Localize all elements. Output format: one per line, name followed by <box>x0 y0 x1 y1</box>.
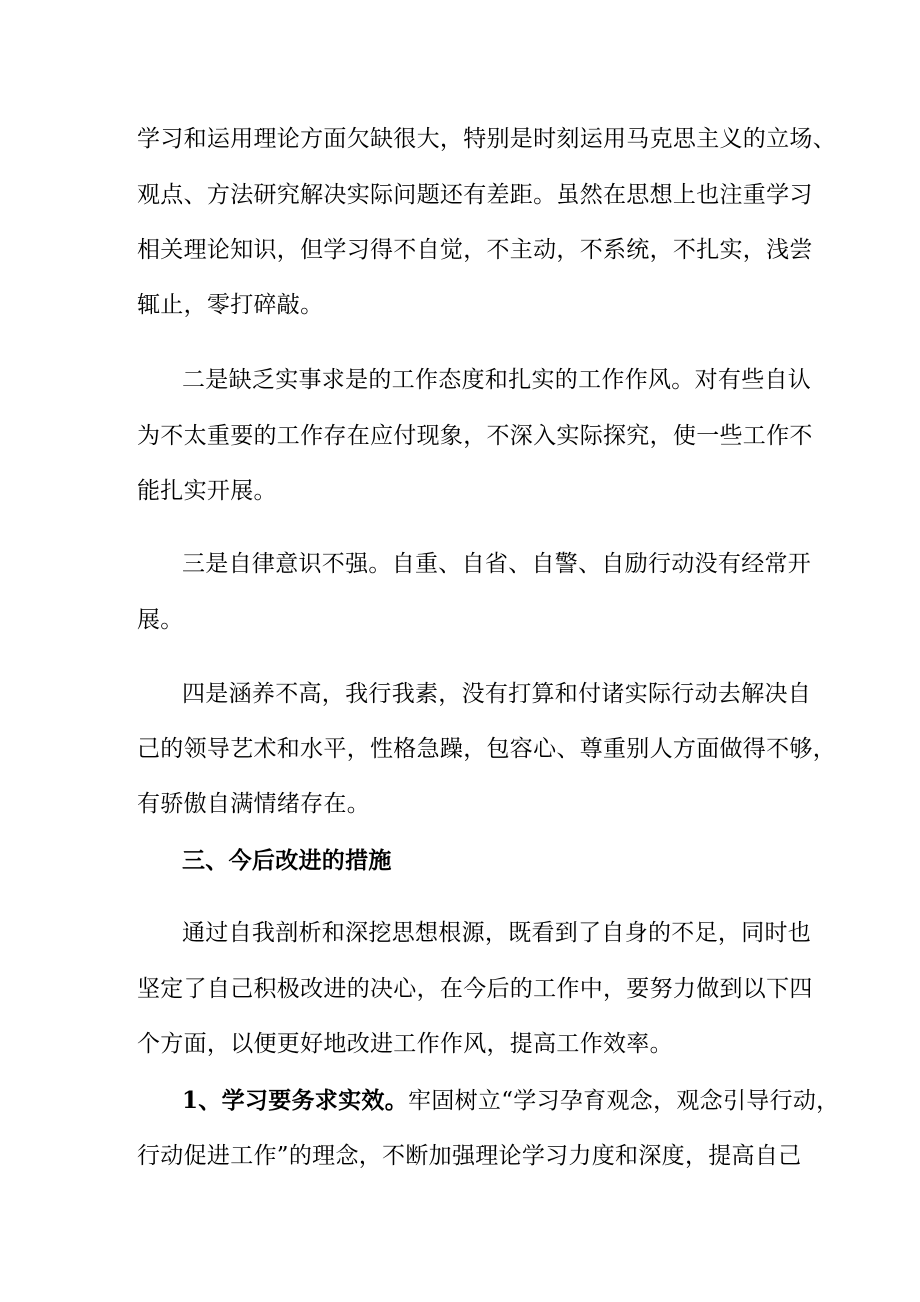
text-line: 辄止，零打碎敲。 <box>137 292 324 318</box>
text-line: 己的领导艺术和水平，性格急躁，包容心、尊重别人方面做得不够， <box>137 736 836 762</box>
text-line: 通过自我剖析和深挖思想根源，既看到了自身的不足，同时也 <box>182 920 812 946</box>
text-line: 个方面，以便更好地改进工作作风，提高工作效率。 <box>137 1031 673 1057</box>
text-line: 二是缺乏实事求是的工作态度和扎实的工作作风。对有些自认 <box>182 367 812 393</box>
text-line: 行动促进工作”的理念，不断加强理论学习力度和深度，提高自己 <box>137 1143 802 1169</box>
text-line: 能扎实开展。 <box>137 478 277 504</box>
section-heading: 三、今后改进的措施 <box>182 847 392 874</box>
item-lead-bold: 1、学习要务求实效。 <box>182 1087 409 1114</box>
text-line: 为不太重要的工作存在应付现象，不深入实际探究，使一些工作不 <box>137 423 813 449</box>
text-line: 学习和运用理论方面欠缺很大，特别是时刻运用马克思主义的立场、 <box>137 126 836 152</box>
text-line: 三是自律意识不强。自重、自省、自警、自励行动没有经常开 <box>182 551 812 577</box>
text-line: 有骄傲自满情绪存在。 <box>137 791 370 817</box>
item-lead-rest: 牢固树立“学习孕育观念，观念引导行动， <box>408 1088 840 1114</box>
text-line: 四是涵养不高，我行我素，没有打算和付诸实际行动去解决自 <box>182 681 812 707</box>
text-line <box>182 1086 839 1116</box>
text-line: 展。 <box>137 607 184 633</box>
text-line: 坚定了自己积极改进的决心，在今后的工作中，要努力做到以下四 <box>137 976 813 1002</box>
text-line: 相关理论知识，但学习得不自觉，不主动，不系统，不扎实，浅尝 <box>137 237 813 263</box>
text-line: 观点、方法研究解决实际问题还有差距。虽然在思想上也注重学习 <box>137 182 813 208</box>
